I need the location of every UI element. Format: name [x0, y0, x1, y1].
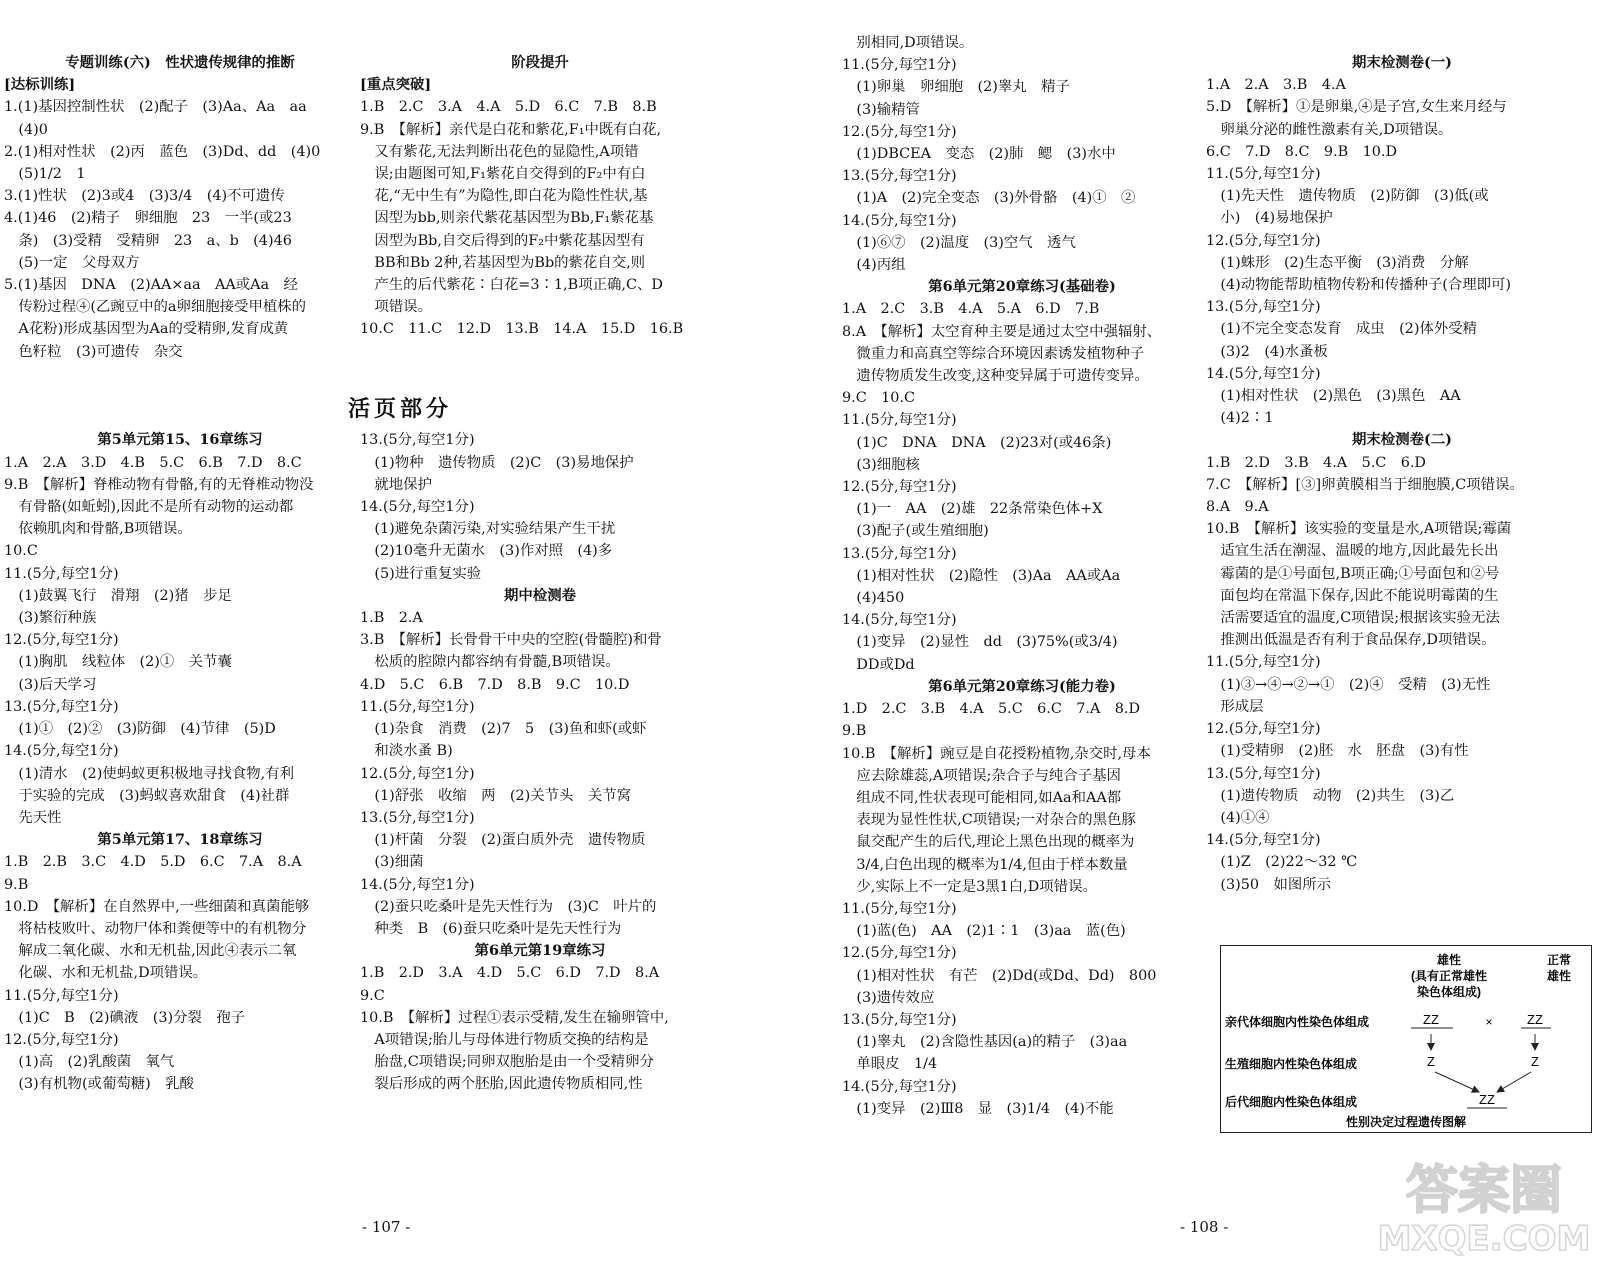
- answer-line: BB和Bb 2种,若基因型为Bb的紫花自交,则: [360, 254, 646, 271]
- answer-line: 别相同,D项错误。: [842, 35, 974, 51]
- answer-line: (3)遗传效应: [842, 989, 935, 1006]
- answer-line: 9.B: [842, 723, 867, 740]
- answer-line: 2.(1)相对性状 (2)丙 蓝色 (3)Dd、dd (4)0: [4, 143, 321, 160]
- answer-line: 10.D 【解析】在自然界中,一些细菌和真菌能够: [4, 898, 310, 915]
- answer-line: 10.B 【解析】豌豆是自花授粉植物,杂交时,母本: [842, 745, 1151, 762]
- answer-line: (1)相对性状 (2)隐性 (3)Aa AA或Aa: [842, 567, 1121, 584]
- answer-line: 10.B 【解析】该实验的变量是水,A项错误;霉菌: [1206, 521, 1512, 538]
- answer-line: 1.A 2.C 3.B 4.A 5.A 6.D 7.B: [842, 301, 1100, 318]
- answer-line: (2)10毫升无菌水 (3)作对照 (4)多: [360, 543, 613, 560]
- answer-line: 先天性: [4, 809, 62, 826]
- answer-line: 误;由题图可知,F₁紫花自交得到的F₂中有白: [360, 166, 646, 183]
- section-heading: 第5单元第15、16章练习: [97, 431, 263, 449]
- answer-line: 13.(5分,每空1分): [360, 809, 475, 826]
- answer-line: 11.(5分,每空1分): [842, 900, 957, 917]
- inheritance-figure: [1220, 945, 1592, 1133]
- answer-line: 7.C 【解析】[③]卵黄膜相当于细胞膜,C项错误。: [1206, 476, 1524, 493]
- answer-line: (1)C B (2)碘液 (3)分裂 孢子: [4, 1009, 246, 1026]
- answer-line: [达标训练]: [4, 76, 76, 94]
- answer-line: (1)胸肌 线粒体 (2)① 关节囊: [4, 654, 232, 671]
- answer-line: 8.A 9.A: [1206, 499, 1269, 516]
- answer-line: (3)有机物(或葡萄糖) 乳酸: [4, 1076, 194, 1093]
- answer-line: (1)① (2)② (3)防御 (4)节律 (5)D: [4, 721, 276, 738]
- answer-line: 11.(5分,每空1分): [360, 698, 475, 715]
- section-heading: 阶段提升: [511, 54, 569, 71]
- fig-header-male-sub1: (具有正常雄性: [1411, 969, 1487, 983]
- answer-line: 应去除雄蕊,A项错误;杂合子与纯合子基因: [842, 767, 1121, 784]
- answer-line: 14.(5分,每空1分): [1206, 832, 1321, 849]
- answer-line: 1.A 2.A 3.D 4.B 5.C 6.B 7.D 8.C: [4, 454, 302, 471]
- answer-line: (1)Z (2)22～32 ℃: [1206, 854, 1358, 871]
- answer-line: 12.(5分,每空1分): [4, 632, 119, 649]
- answer-line: (4)丙组: [842, 257, 906, 274]
- answer-line: 14.(5分,每空1分): [842, 1078, 957, 1095]
- fig-header-male: 雄性: [1436, 953, 1462, 967]
- answer-line: (4)0: [4, 121, 48, 138]
- answer-line: (3)50 如图所示: [1206, 876, 1332, 893]
- answer-line: 组成不同,性状表现可能相同,如Aa和AA都: [842, 789, 1122, 806]
- answer-line: 适宜生活在潮湿、温暖的地方,因此最先长出: [1206, 543, 1499, 560]
- answer-line: 12.(5分,每空1分): [1206, 232, 1321, 249]
- answer-line: (1)先天性 遗传物质 (2)防御 (3)低(或: [1206, 188, 1489, 205]
- answer-line: 14.(5分,每空1分): [360, 499, 475, 516]
- answer-line: 种类 B (6)蚕只吃桑叶是先天性行为: [360, 920, 622, 937]
- answer-line: 1.(1)基因控制性状 (2)配子 (3)Aa、Aa aa: [4, 99, 307, 116]
- answer-line: 于实验的完成 (3)蚂蚁喜欢甜食 (4)社群: [4, 787, 290, 804]
- answer-line: 面包均在常温下保存,因此不能说明霉菌的生: [1206, 587, 1499, 604]
- answer-line: 12.(5分,每空1分): [842, 123, 957, 140]
- answer-line: (1)不完全变态发育 成虫 (2)体外受精: [1206, 321, 1478, 338]
- answer-line: (1)避免杂菌污染,对实验结果产生干扰: [360, 521, 616, 538]
- svg-text:MXQE.COM: MXQE.COM: [1377, 1219, 1591, 1259]
- answer-line: (3)2 (4)水蚤板: [1206, 343, 1328, 360]
- section-heading: 第6单元第20章练习(基础卷): [928, 278, 1116, 296]
- answer-line: 13.(5分,每空1分): [4, 698, 119, 715]
- answer-line: (2)蚕只吃桑叶是先天性行为 (3)C 叶片的: [360, 898, 657, 915]
- answer-line: 少,实际上不一定是3黑1白,D项错误。: [842, 878, 1097, 895]
- answer-line: 微重力和高真空等综合环境因素诱发植物种子: [842, 345, 1145, 362]
- answer-line: 活需要适宜的温度,C项错误;根据该实验无法: [1206, 610, 1500, 627]
- column-2: [360, 52, 720, 1096]
- answer-line: 11.(5分,每空1分): [1206, 166, 1321, 183]
- answer-line: DD或Dd: [842, 656, 915, 673]
- answer-line: (1)蛛形 (2)生态平衡 (3)消费 分解: [1206, 254, 1469, 271]
- answer-line: (1)鼓翼飞行 滑翔 (2)猪 步足: [4, 587, 232, 604]
- answer-line: 11.(5分,每空1分): [842, 57, 957, 74]
- answer-line: [360, 363, 720, 385]
- answer-line: (5)一定 父母双方: [4, 254, 140, 271]
- answer-line: 依赖肌肉和骨骼,B项错误。: [4, 521, 192, 538]
- answer-line: (4)450: [842, 590, 905, 607]
- fig-parent-right-zz: ZZ: [1527, 1012, 1543, 1027]
- answer-line: (3)输精管: [842, 101, 920, 118]
- answer-line: 遗传物质发生改变,这种变异属于可遗传变异。: [842, 368, 1149, 385]
- answer-line: 4.D 5.C 6.B 7.D 8.B 9.C 10.D: [360, 676, 630, 693]
- answer-line: (1)物种 遗传物质 (2)C (3)易地保护: [360, 454, 634, 471]
- section-heading: 专题训练(六) 性状遗传规律的推断: [65, 54, 295, 71]
- answer-line: 9.B: [4, 876, 29, 893]
- answer-line: 13.(5分,每空1分): [842, 168, 957, 185]
- answer-line: (1)变异 (2)显性 dd (3)75%(或3/4): [842, 634, 1118, 651]
- answer-line: 10.B 【解析】过程①表示受精,发生在输卵管中,: [360, 1009, 669, 1026]
- answer-line: 12.(5分,每空1分): [4, 1031, 119, 1048]
- answer-line: 有骨骼(如蚯蚓),因此不是所有动物的运动都: [4, 499, 294, 516]
- answer-line: 1.B 2.C 3.A 4.A 5.D 6.C 7.B 8.B: [360, 99, 657, 116]
- watermark-logo: [1372, 1150, 1600, 1260]
- answer-line: 单眼皮 1/4: [842, 1056, 938, 1073]
- answer-line: (1)高 (2)乳酸菌 氧气: [4, 1054, 175, 1071]
- answer-line: (1)⑥⑦ (2)温度 (3)空气 透气: [842, 234, 1076, 251]
- fig-header-normal2: 雄性: [1546, 969, 1572, 983]
- answer-line: A项错误;胎儿与母体进行物质交换的结构是: [360, 1031, 649, 1048]
- answer-line: (4)动物能帮助植物传粉和传播种子(合理即可): [1206, 277, 1512, 294]
- fig-gamete-right-z: Z: [1531, 1054, 1539, 1069]
- answer-line: 传粉过程④(乙豌豆中的a卵细胞接受甲植株的: [4, 299, 307, 316]
- answer-line: 1.B 2.B 3.C 4.D 5.D 6.C 7.A 8.A: [4, 854, 302, 871]
- answer-line: 11.(5分,每空1分): [4, 987, 119, 1004]
- answer-line: 和淡水蚤 B): [360, 743, 453, 760]
- answer-line: 卵巢分泌的雌性激素有关,D项错误。: [1206, 121, 1453, 138]
- answer-line: (4)2∶1: [1206, 410, 1274, 427]
- answer-line: 5.(1)基因 DNA (2)AA×aa AA或Aa 经: [4, 277, 298, 294]
- answer-line: (1)相对性状 有芒 (2)Dd(或Dd、Dd) 800: [842, 967, 1157, 984]
- answer-line: 10.C: [4, 543, 38, 560]
- fig-offspring-zz: ZZ: [1479, 1092, 1495, 1107]
- answer-line: 1.B 2.D 3.A 4.D 5.C 6.D 7.D 8.A: [360, 965, 660, 982]
- answer-line: 裂后形成的两个胚胎,因此遗传物质相同,性: [360, 1076, 643, 1093]
- answer-line: 就地保护: [360, 476, 432, 493]
- answer-line: 14.(5分,每空1分): [4, 743, 119, 760]
- answer-line: 3/4,白色出现的概率为1/4,但由于样本数量: [842, 856, 1128, 873]
- answer-line: (3)配子(或生殖细胞): [842, 523, 989, 540]
- answer-line: 11.(5分,每空1分): [842, 412, 957, 429]
- answer-line: (5)1/2 1: [4, 166, 86, 183]
- answer-line: 1.A 2.A 3.B 4.A: [1206, 77, 1346, 94]
- fig-row-gamete: 生殖细胞内性染色体组成: [1225, 1057, 1358, 1071]
- answer-line: 14.(5分,每空1分): [1206, 365, 1321, 382]
- column-1: [4, 52, 356, 1096]
- section-heading: 第5单元第17、18章练习: [97, 831, 263, 849]
- answer-line: 又有紫花,无法判断出花色的显隐性,A项错: [360, 143, 639, 160]
- answer-line: 表现为显性性状,C项错误;一对杂合的黑色豚: [842, 812, 1136, 829]
- answer-line: 产生的后代紫花∶白花=3∶1,B项正确,C、D: [360, 277, 663, 294]
- answer-line: (1)C DNA DNA (2)23对(或46条): [842, 434, 1112, 451]
- column-4: [1206, 52, 1598, 896]
- fig-header-normal1: 正常: [1546, 953, 1572, 967]
- section-heading: 期中检测卷: [504, 586, 576, 604]
- answer-line: 4.(1)46 (2)精子 卵细胞 23 一半(或23: [4, 210, 292, 227]
- fig-row-offspring: 后代细胞内性染色体组成: [1225, 1095, 1358, 1109]
- answer-line: 14.(5分,每空1分): [842, 612, 957, 629]
- answer-line: 11.(5分,每空1分): [1206, 654, 1321, 671]
- answer-line: 胎盘,C项错误;同卵双胞胎是由一个受精卵分: [360, 1054, 654, 1071]
- answer-line: (1)卵巢 卵细胞 (2)睾丸 精子: [842, 79, 1070, 96]
- answer-line: 10.C 11.C 12.D 13.B 14.A 15.D 16.B: [360, 321, 684, 338]
- answer-line: (1)③→④→②→① (2)④ 受精 (3)无性: [1206, 676, 1491, 693]
- fig-cross-sign: ×: [1485, 1015, 1493, 1029]
- answer-line: 解成二氧化碳、水和无机盐,因此④表示二氧: [4, 943, 297, 960]
- answer-line: 化碳、水和无机盐,D项错误。: [4, 965, 208, 982]
- answer-line: (1)一 AA (2)雄 22条常染色体+X: [842, 501, 1103, 518]
- answer-line: 5.D 【解析】①是卵巢,④是子宫,女生来月经与: [1206, 99, 1507, 116]
- answer-line: [重点突破]: [360, 76, 432, 94]
- fig-gamete-left-z: Z: [1427, 1054, 1435, 1069]
- answer-line: (1)DBCEA 变态 (2)肺 鳃 (3)水中: [842, 146, 1116, 163]
- answer-line: 色籽粒 (3)可遗传 杂交: [4, 343, 183, 360]
- answer-line: A花粉)形成基因型为Aa的受精卵,发育成黄: [4, 321, 289, 338]
- answer-line: 鼠交配产生的后代,理论上黑色出现的概率为: [842, 834, 1135, 851]
- answer-line: 花,“无中生有”为隐性,即白花为隐性性状,基: [360, 188, 648, 205]
- answer-line: 9.B 【解析】亲代是白花和紫花,F₁中既有白花,: [360, 121, 662, 138]
- answer-line: 1.B 2.A: [360, 610, 423, 627]
- answer-line: 9.B 【解析】脊椎动物有骨骼,有的无脊椎动物没: [4, 476, 314, 493]
- answer-line: 13.(5分,每空1分): [360, 432, 475, 449]
- answer-line: 因型为bb,则亲代紫花基因型为Bb,F₁紫花基: [360, 210, 654, 227]
- answer-line: (1)清水 (2)使蚂蚁更积极地寻找食物,有利: [4, 765, 294, 782]
- section-heading: 第6单元第20章练习(能力卷): [928, 677, 1116, 695]
- answer-line: 12.(5分,每空1分): [842, 479, 957, 496]
- answer-line: 条) (3)受精 受精卵 23 a、b (4)46: [4, 232, 292, 249]
- answer-line: (1)睾丸 (2)含隐性基因(a)的精子 (3)aa: [842, 1034, 1128, 1051]
- answer-line: (3)后天学习: [4, 676, 97, 693]
- answer-line: 14.(5分,每空1分): [360, 876, 475, 893]
- answer-line: (1)遗传物质 动物 (2)共生 (3)乙: [1206, 787, 1455, 804]
- answer-line: (1)变异 (2)Ⅲ8 显 (3)1/4 (4)不能: [842, 1100, 1114, 1117]
- answer-line: (1)受精卵 (2)胚 水 胚盘 (3)有性: [1206, 743, 1469, 760]
- answer-line: 小) (4)易地保护: [1206, 210, 1333, 227]
- answer-line: (4)①④: [1206, 809, 1270, 826]
- page-number-left: - 107 -: [362, 1218, 411, 1236]
- answer-line: 13.(5分,每空1分): [842, 545, 957, 562]
- answer-line: 12.(5分,每空1分): [1206, 721, 1321, 738]
- fig-row-parent: 亲代体细胞内性染色体组成: [1225, 1015, 1370, 1029]
- answer-line: [4, 363, 356, 385]
- answer-line: 9.C: [360, 987, 385, 1004]
- answer-line: 12.(5分,每空1分): [360, 765, 475, 782]
- answer-line: 13.(5分,每空1分): [1206, 299, 1321, 316]
- fig-parent-left-zz: ZZ: [1423, 1012, 1439, 1027]
- answer-line: 9.C 10.C: [842, 390, 916, 407]
- answer-line: (5)进行重复实验: [360, 565, 482, 582]
- answer-line: 推测出低温是否有利于食品保存,D项错误。: [1206, 632, 1496, 649]
- answer-line: 将枯枝败叶、动物尸体和粪便等中的有机物分: [4, 920, 307, 937]
- fig-header-male-sub2: 染色体组成): [1417, 985, 1481, 999]
- answer-line: 因型为Bb,自交后得到的F₂中紫花基因型有: [360, 232, 645, 249]
- section-title: 活页部分: [347, 396, 452, 422]
- answer-line: 霉菌的是①号面包,B项正确;①号面包和②号: [1206, 565, 1500, 582]
- answer-line: 6.C 7.D 8.C 9.B 10.D: [1206, 143, 1398, 160]
- svg-text:答案圈: 答案圈: [1405, 1161, 1563, 1221]
- answer-line: (1)舒张 收缩 两 (2)关节头 关节窝: [360, 787, 632, 804]
- answer-line: (1)杂食 消费 (2)7 5 (3)鱼和虾(或虾: [360, 721, 647, 738]
- answer-line: 14.(5分,每空1分): [842, 212, 957, 229]
- answer-line: 12.(5分,每空1分): [842, 945, 957, 962]
- page-number-right: - 108 -: [1180, 1218, 1229, 1236]
- answer-line: 项错误。: [360, 299, 432, 316]
- answer-line: [360, 341, 720, 363]
- answer-line: (1)杆菌 分裂 (2)蛋白质外壳 遗传物质: [360, 832, 646, 849]
- answer-line: 松质的腔隙内都容纳有骨髓,B项错误。: [360, 654, 620, 671]
- answer-line: 1.D 2.C 3.B 4.A 5.C 6.C 7.A 8.D: [842, 701, 1141, 718]
- answer-line: (1)相对性状 (2)黑色 (3)黑色 AA: [1206, 388, 1461, 405]
- column-3: [842, 32, 1202, 1120]
- answer-line: 13.(5分,每空1分): [842, 1011, 957, 1028]
- answer-line: (3)细菌: [360, 854, 424, 871]
- answer-line: 13.(5分,每空1分): [1206, 765, 1321, 782]
- answer-line: 3.(1)性状 (2)3或4 (3)3/4 (4)不可遗传: [4, 188, 285, 205]
- answer-line: (3)繁衍种族: [4, 610, 97, 627]
- answer-line: 1.B 2.D 3.B 4.A 5.C 6.D: [1206, 454, 1426, 471]
- answer-line: (3)细胞核: [842, 456, 920, 473]
- answer-line: (1)蓝(色) AA (2)1∶1 (3)aa 蓝(色): [842, 923, 1126, 940]
- answer-line: 8.A 【解析】太空育种主要是通过太空中强辐射、: [842, 323, 1162, 340]
- section-heading: 第6单元第19章练习: [474, 942, 606, 960]
- section-heading: 期末检测卷(一): [1352, 54, 1452, 71]
- answer-line: (1)A (2)完全变态 (3)外骨骼 (4)① ②: [842, 190, 1136, 207]
- answer-line: 形成层: [1206, 698, 1264, 715]
- fig-caption: 性别决定过程遗传图解: [1345, 1115, 1467, 1129]
- section-heading: 期末检测卷(二): [1352, 431, 1452, 449]
- answer-line: 11.(5分,每空1分): [4, 565, 119, 582]
- answer-line: 3.B 【解析】长骨骨干中央的空腔(骨髓腔)和骨: [360, 632, 662, 649]
